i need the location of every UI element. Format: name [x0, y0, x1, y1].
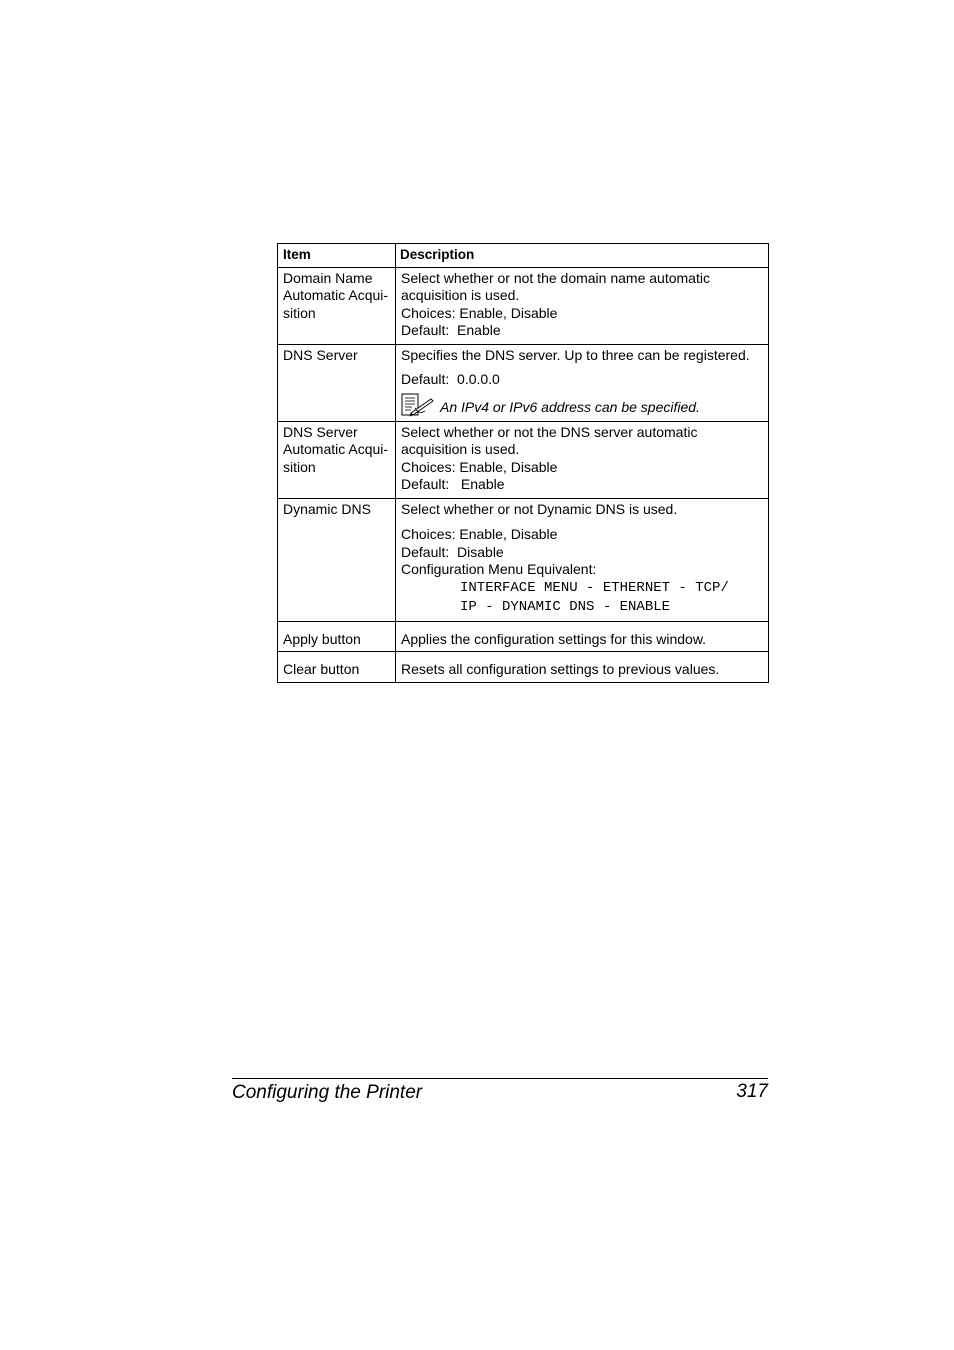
description-text: Resets all configuration settings to previous values.	[401, 661, 720, 677]
description-text: Select whether or not the domain name automatic	[401, 269, 710, 286]
menu-path-text: IP - DYNAMIC DNS - ENABLE	[460, 598, 671, 615]
description-text: Applies the configuration settings for this window.	[401, 630, 707, 647]
item-cell	[278, 498, 396, 621]
choices-text: Choices: Enable, Disable	[401, 458, 558, 475]
table-row	[278, 267, 769, 344]
item-text: Dynamic DNS	[283, 500, 371, 517]
description-text: acquisition is used.	[401, 287, 520, 303]
table-row	[278, 652, 769, 683]
default-text: Default: Enable	[401, 476, 505, 492]
table-header-row	[278, 244, 769, 268]
description-cell	[396, 621, 769, 652]
description-text: acquisition is used.	[401, 441, 520, 457]
table-row	[278, 621, 769, 652]
item-text: sition	[283, 458, 316, 475]
description-text: Specifies the DNS server. Up to three can be registered.	[401, 346, 750, 363]
footer-divider	[232, 1078, 768, 1079]
description-text: Select whether or not Dynamic DNS is used.	[401, 500, 678, 517]
item-cell	[278, 344, 396, 421]
item-text: DNS Server	[283, 346, 358, 363]
table-row	[278, 421, 769, 498]
item-cell	[278, 421, 396, 498]
menu-equivalent-label: Configuration Menu Equivalent:	[401, 561, 597, 577]
table-row	[278, 344, 769, 421]
default-text: Default: 0.0.0.0	[401, 371, 500, 387]
item-text: Domain Name	[283, 269, 373, 286]
description-text: Select whether or not the DNS server automatic	[401, 423, 698, 440]
description-cell	[396, 498, 769, 621]
item-text: Automatic Acqui-	[283, 441, 389, 457]
default-text: Default: Disable	[401, 543, 504, 560]
table-row	[278, 498, 769, 621]
settings-table	[277, 243, 769, 683]
note	[401, 393, 764, 417]
description-cell	[396, 652, 769, 683]
item-text: Clear button	[283, 661, 360, 677]
item-text: DNS Server	[283, 423, 358, 440]
footer-title: Configuring the Printer	[232, 1082, 423, 1103]
note-text: An IPv4 or IPv6 address can be specified.	[440, 399, 700, 415]
choices-text: Choices: Enable, Disable	[401, 304, 558, 321]
item-cell	[278, 652, 396, 683]
note-pencil-icon	[401, 393, 435, 417]
header-item: Item	[278, 244, 396, 268]
item-text: Apply button	[283, 630, 361, 647]
item-text: Automatic Acqui-	[283, 287, 389, 303]
choices-text: Choices: Enable, Disable	[401, 526, 558, 542]
item-text: sition	[283, 304, 316, 321]
item-cell	[278, 267, 396, 344]
description-cell	[396, 267, 769, 344]
default-text: Default: Enable	[401, 322, 501, 338]
description-cell	[396, 421, 769, 498]
header-description: Description	[396, 244, 769, 268]
menu-path-text: INTERFACE MENU - ETHERNET - TCP/	[460, 579, 729, 596]
description-cell	[396, 344, 769, 421]
item-cell	[278, 621, 396, 652]
page-number: 317	[736, 1081, 768, 1102]
